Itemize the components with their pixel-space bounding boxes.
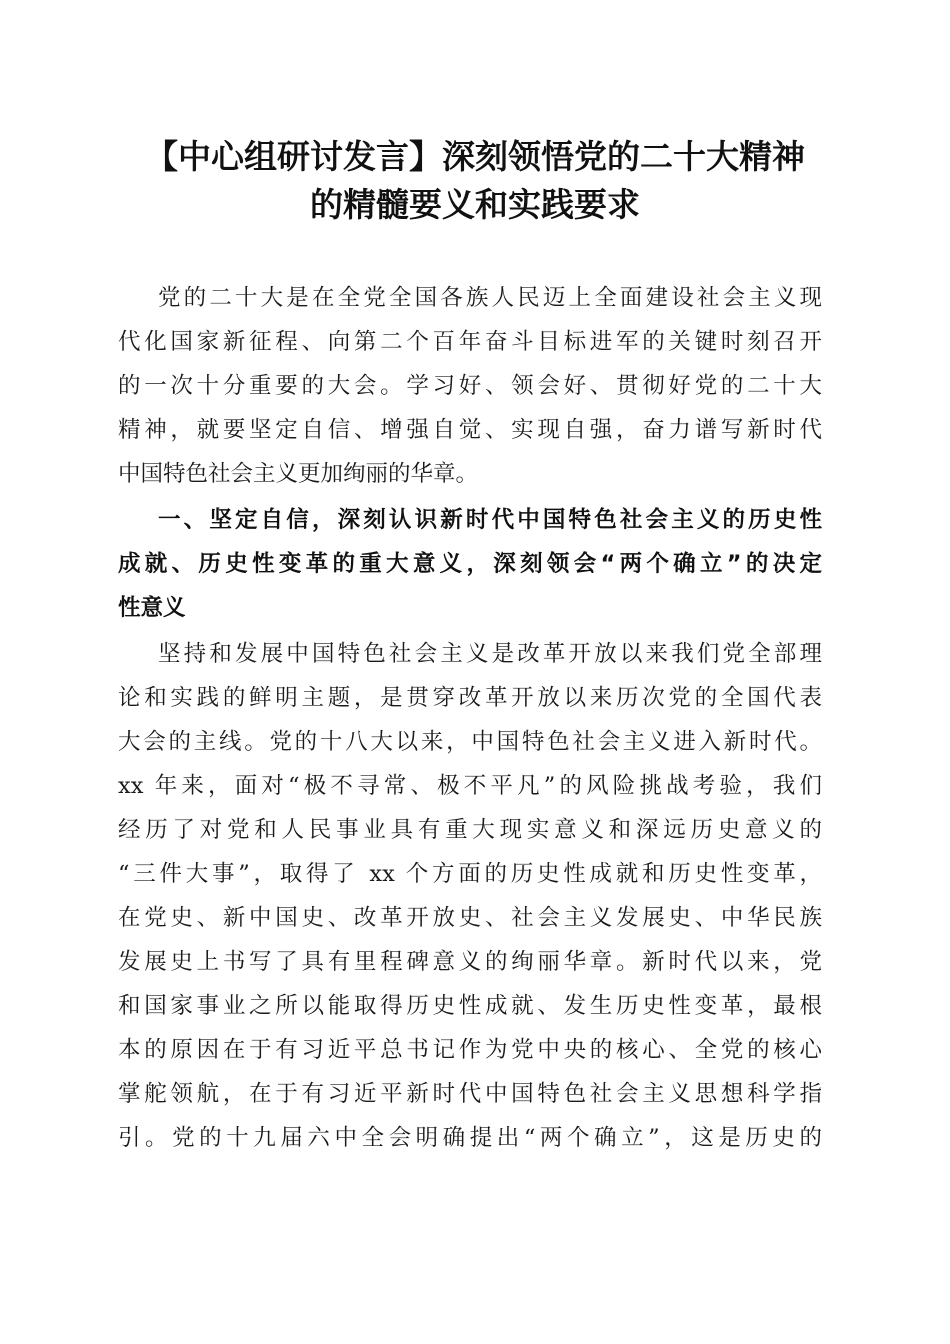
section1-body-line-6: “三件大事”，取得了 xx 个方面的历史性成就和历史性变革， — [118, 861, 822, 887]
section1-body-line-4: xx 年来，面对“极不寻常、极不平凡”的风险挑战考验，我们 — [118, 773, 822, 799]
intro-line-3: 的一次十分重要的大会。学习好、领会好、贯彻好党的二十大 — [118, 373, 822, 399]
section1-body-line-10: 本的原因在于有习近平总书记作为党中央的核心、全党的核心 — [118, 1037, 822, 1063]
section1-body-line-11: 掌舵领航，在于有习近平新时代中国特色社会主义思想科学指 — [118, 1081, 822, 1107]
section1-heading-line-2: 成就、历史性变革的重大意义，深刻领会“两个确立”的决定 — [118, 551, 822, 577]
section1-body-line-2: 论和实践的鲜明主题，是贯穿改革开放以来历次党的全国代表 — [118, 685, 822, 711]
document-title-line-1: 【中心组研讨发言】深刻领悟党的二十大精神 — [145, 137, 805, 176]
section1-body-line-7: 在党史、新中国史、改革开放史、社会主义发展史、中华民族 — [118, 905, 822, 931]
section1-body-line-12: 引。党的十九届六中全会明确提出“两个确立”，这是历史的 — [118, 1125, 822, 1151]
section1-body-line-8: 发展史上书写了具有里程碑意义的绚丽华章。新时代以来，党 — [118, 949, 822, 975]
section1-body-line-9: 和国家事业之所以能取得历史性成就、发生历史性变革，最根 — [118, 993, 822, 1019]
section1-heading-line-1: 一、坚定自信，深刻认识新时代中国特色社会主义的历史性 — [158, 507, 822, 533]
section1-body-line-3: 大会的主线。党的十八大以来，中国特色社会主义进入新时代。 — [118, 729, 822, 755]
intro-line-4: 精神，就要坚定自信、增强自觉、实现自强，奋力谱写新时代 — [118, 417, 822, 443]
intro-line-5: 中国特色社会主义更加绚丽的华章。 — [118, 461, 479, 487]
intro-line-1: 党的二十大是在全党全国各族人民迈上全面建设社会主义现 — [158, 285, 822, 311]
intro-line-2: 代化国家新征程、向第二个百年奋斗目标进军的关键时刻召开 — [118, 329, 822, 355]
section1-body-line-1: 坚持和发展中国特色社会主义是改革开放以来我们党全部理 — [158, 641, 822, 667]
section1-heading-line-3: 性意义 — [118, 595, 186, 621]
document-title-line-2: 的精髓要义和实践要求 — [310, 185, 640, 224]
section1-body-line-5: 经历了对党和人民事业具有重大现实意义和深远历史意义的 — [118, 817, 822, 843]
